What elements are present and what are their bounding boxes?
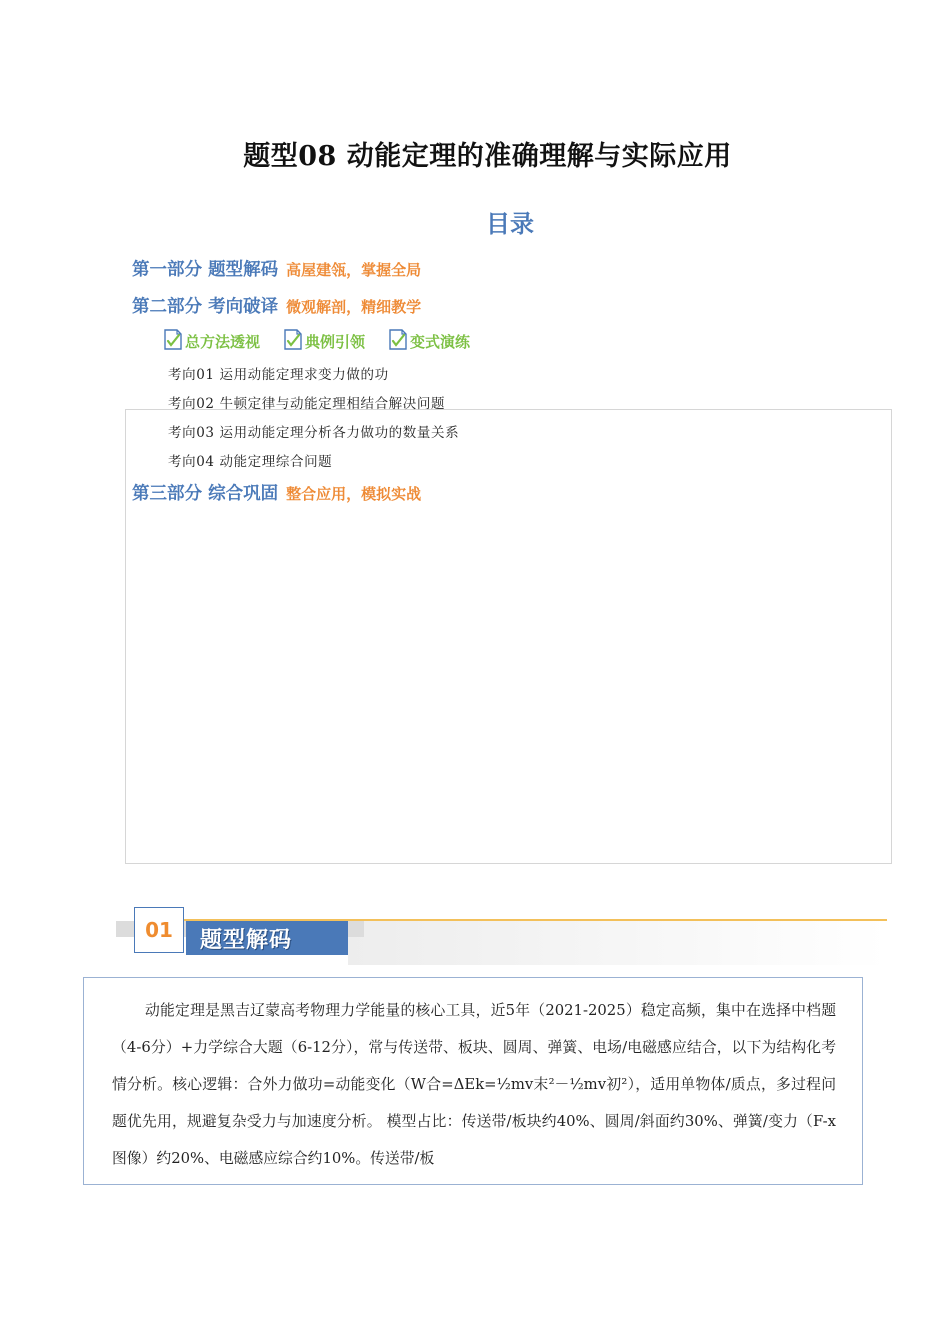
document-check-icon <box>162 328 184 352</box>
toc-direction-4[interactable]: 考向04 动能定理综合问题 <box>168 454 333 470</box>
section-body-box <box>83 977 863 1185</box>
toc-direction-2[interactable]: 考向02 牛顿定律与动能定理相结合解决问题 <box>168 396 446 412</box>
toc-direction-3[interactable]: 考向03 运用动能定理分析各力做功的数量关系 <box>168 425 460 441</box>
method-item-examples[interactable] <box>282 328 365 352</box>
section-number: 01 <box>145 918 173 942</box>
toc-part-2[interactable] <box>132 293 421 318</box>
section-body-text: 动能定理是黑吉辽蒙高考物理力学能量的核心工具，近5年（2021-2025）稳定高频，集中在选择中档题（4-6分）+力学综合大题（6-12分），常与传送带、板块、圆周、弹簧、电场/电磁感应结合，以下为结构化考情分析。核心逻辑：合外力做功=动能变化（W合=ΔEk=½mv末²－½mv初²），适用单物体/质点，多过程问题优先用，规避复杂受力与加速度分析。 模型占比：传送带/板块约40%、圆周/斜面约30%、弹簧/变力（F-x图像）约20%、电磁感应综合约10%。传送带/板 <box>112 1002 836 1167</box>
toc-part-2-slogan: 微观解剖，精细教学 <box>286 298 422 316</box>
section-banner-title-box <box>186 921 348 955</box>
section-banner-fade <box>348 921 888 965</box>
toc-part-2-label: 第二部分 考向破译 <box>132 297 279 317</box>
method-row <box>162 326 492 354</box>
toc-part-3[interactable] <box>132 480 421 505</box>
method-label-practice: 变式演练 <box>410 333 471 351</box>
method-label-overview: 总方法透视 <box>185 333 261 351</box>
document-check-icon <box>387 328 409 352</box>
toc-part-3-slogan: 整合应用，模拟实战 <box>286 485 422 503</box>
toc-part-1[interactable] <box>132 256 421 281</box>
toc-heading: 目录 <box>486 210 534 238</box>
toc-part-3-label: 第三部分 综合巩固 <box>132 484 279 504</box>
toc-part-1-slogan: 高屋建瓴，掌握全局 <box>286 261 422 279</box>
method-item-practice[interactable] <box>387 328 470 352</box>
document-check-icon <box>282 328 304 352</box>
method-item-overview[interactable] <box>162 328 260 352</box>
section-title: 题型解码 <box>200 927 293 953</box>
toc-frame <box>125 409 892 864</box>
document-title: 题型08 动能定理的准确理解与实际应用 <box>243 141 732 172</box>
toc-part-1-label: 第一部分 题型解码 <box>132 260 279 280</box>
method-label-examples: 典例引领 <box>305 333 366 351</box>
section-number-box <box>134 907 184 953</box>
toc-direction-1[interactable]: 考向01 运用动能定理求变力做的功 <box>168 367 389 383</box>
